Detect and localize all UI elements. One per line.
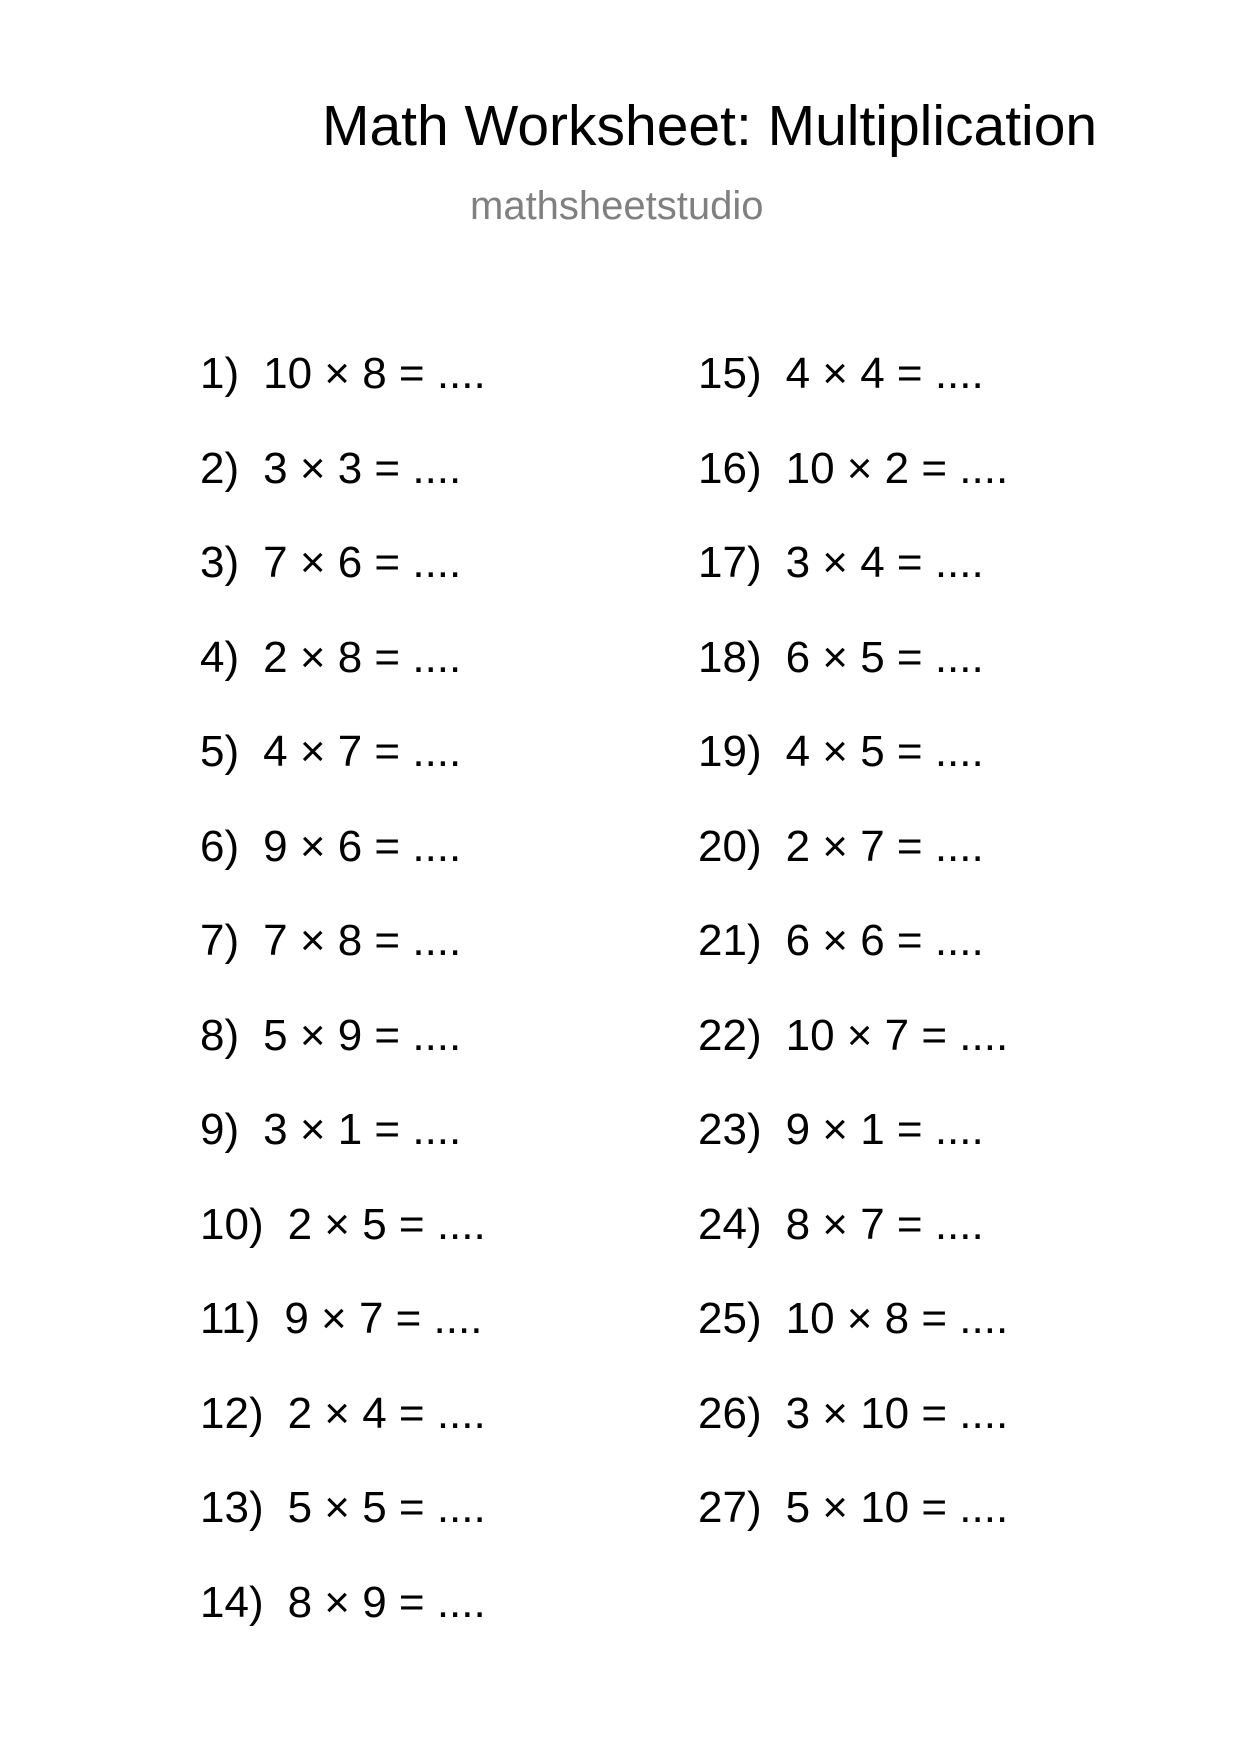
problem-expression: 10 × 8 = .... bbox=[785, 1294, 1009, 1343]
problem-number: 18) bbox=[698, 632, 762, 682]
problem-item bbox=[200, 1388, 486, 1438]
problem-expression: 8 × 7 = .... bbox=[785, 1199, 984, 1249]
problem-item bbox=[200, 349, 486, 398]
problem-number: 12) bbox=[200, 1388, 264, 1438]
problem-expression: 7 × 8 = .... bbox=[263, 916, 462, 965]
problem-number: 10) bbox=[200, 1199, 264, 1249]
problem-item bbox=[200, 1483, 486, 1532]
problem-expression: 3 × 1 = .... bbox=[263, 1105, 462, 1154]
problem-number: 19) bbox=[698, 727, 762, 776]
problem-item bbox=[698, 1483, 1009, 1532]
problem-number: 14) bbox=[200, 1577, 264, 1627]
problem-expression: 10 × 7 = .... bbox=[785, 1010, 1009, 1060]
problem-expression: 2 × 7 = .... bbox=[785, 821, 984, 871]
problem-item bbox=[698, 443, 1009, 493]
problem-number: 20) bbox=[698, 821, 762, 871]
problem-item bbox=[698, 1010, 1009, 1060]
problem-number: 7) bbox=[200, 916, 240, 965]
problem-number: 13) bbox=[200, 1483, 264, 1532]
problem-expression: 5 × 10 = .... bbox=[785, 1483, 1009, 1532]
problem-number: 22) bbox=[698, 1010, 762, 1060]
problem-number: 9) bbox=[200, 1105, 240, 1154]
problem-expression: 9 × 7 = .... bbox=[284, 1294, 483, 1343]
problem-number: 11) bbox=[200, 1294, 261, 1343]
problem-item bbox=[698, 1105, 984, 1154]
problem-expression: 9 × 6 = .... bbox=[263, 821, 462, 871]
problem-number: 16) bbox=[698, 443, 762, 493]
problem-expression: 4 × 4 = .... bbox=[785, 349, 984, 398]
problem-item bbox=[200, 443, 462, 493]
problem-item bbox=[698, 349, 984, 398]
problem-number: 6) bbox=[200, 821, 240, 871]
problem-number: 24) bbox=[698, 1199, 762, 1249]
problem-item bbox=[200, 1199, 486, 1249]
problem-expression: 3 × 3 = .... bbox=[263, 443, 462, 493]
problem-expression: 10 × 8 = .... bbox=[263, 349, 486, 398]
problem-expression: 2 × 5 = .... bbox=[287, 1199, 486, 1249]
problem-number: 5) bbox=[200, 727, 240, 776]
problem-expression: 5 × 9 = .... bbox=[263, 1010, 462, 1060]
problem-expression: 7 × 6 = .... bbox=[263, 538, 462, 587]
problem-expression: 2 × 8 = .... bbox=[263, 632, 462, 682]
problem-expression: 2 × 4 = .... bbox=[287, 1388, 486, 1438]
problem-item bbox=[200, 1577, 486, 1627]
problem-item bbox=[698, 821, 984, 871]
problem-item bbox=[698, 632, 984, 682]
problem-expression: 3 × 4 = .... bbox=[785, 538, 984, 587]
problem-number: 4) bbox=[200, 632, 240, 682]
problem-number: 21) bbox=[698, 916, 762, 965]
problem-expression: 3 × 10 = .... bbox=[785, 1388, 1009, 1438]
problem-item bbox=[200, 1010, 462, 1060]
problem-item bbox=[698, 916, 984, 965]
problem-item bbox=[698, 1388, 1009, 1438]
problem-item bbox=[200, 1294, 483, 1343]
problem-expression: 4 × 7 = .... bbox=[263, 727, 462, 776]
problem-item bbox=[698, 538, 984, 587]
problem-item bbox=[698, 1294, 1009, 1343]
problem-number: 1) bbox=[200, 349, 240, 398]
problem-item bbox=[200, 916, 462, 965]
problem-item bbox=[698, 727, 984, 776]
problem-item bbox=[200, 632, 462, 682]
problem-item bbox=[200, 1105, 462, 1154]
problem-expression: 4 × 5 = .... bbox=[785, 727, 984, 776]
problem-number: 3) bbox=[200, 538, 240, 587]
problem-expression: 10 × 2 = .... bbox=[785, 443, 1009, 493]
page-subtitle: mathsheetstudio bbox=[470, 184, 764, 228]
page-title: Math Worksheet: Multiplication bbox=[322, 94, 1098, 158]
problem-expression: 6 × 6 = .... bbox=[785, 916, 984, 965]
problem-number: 15) bbox=[698, 349, 762, 398]
problem-number: 17) bbox=[698, 538, 762, 587]
problem-number: 25) bbox=[698, 1294, 762, 1343]
problem-expression: 6 × 5 = .... bbox=[785, 632, 984, 682]
problem-expression: 9 × 1 = .... bbox=[785, 1105, 984, 1154]
problem-number: 27) bbox=[698, 1483, 762, 1532]
problem-item bbox=[200, 727, 462, 776]
problem-item bbox=[200, 821, 462, 871]
problem-expression: 5 × 5 = .... bbox=[287, 1483, 486, 1532]
problem-number: 26) bbox=[698, 1388, 762, 1438]
problem-number: 23) bbox=[698, 1105, 762, 1154]
problem-expression: 8 × 9 = .... bbox=[287, 1577, 486, 1627]
problem-number: 2) bbox=[200, 443, 240, 493]
problem-number: 8) bbox=[200, 1010, 240, 1060]
problem-item bbox=[200, 538, 462, 587]
problem-item bbox=[698, 1199, 984, 1249]
